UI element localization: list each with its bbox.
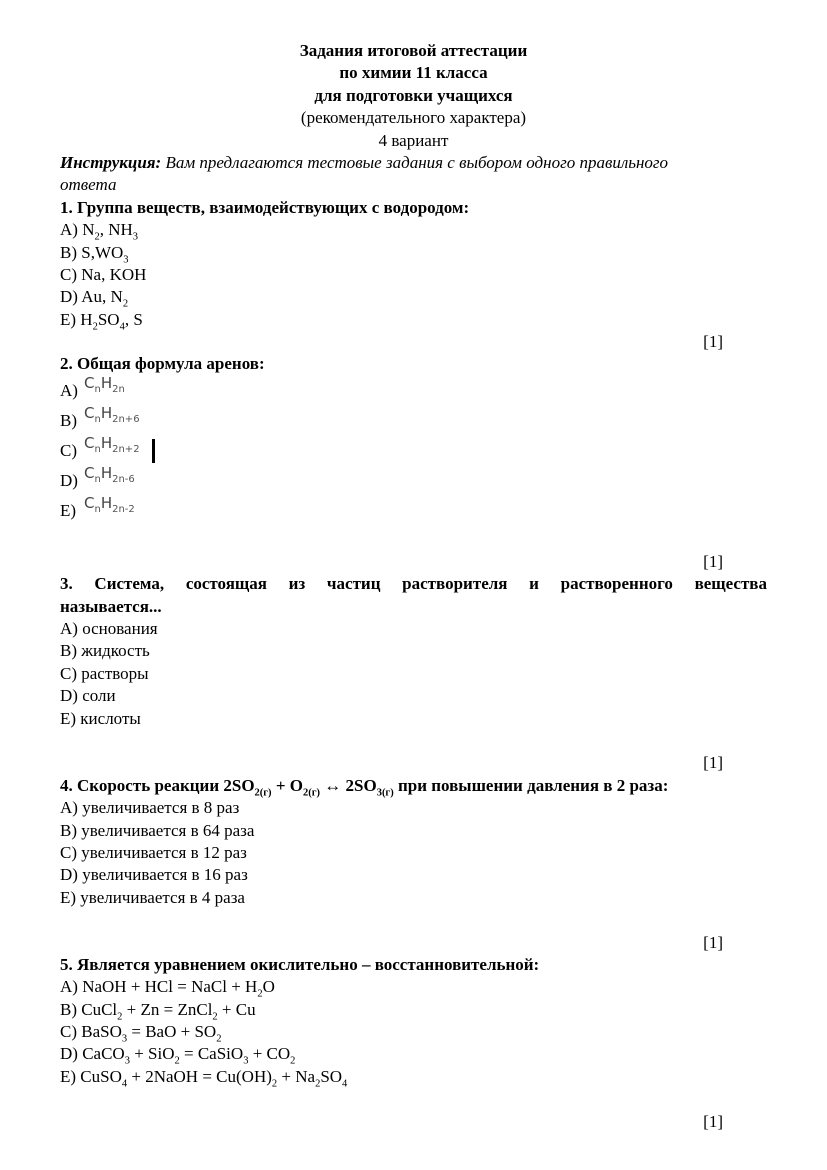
header-title-3: для подготовки учащихся	[314, 85, 513, 105]
instruction-label: Инструкция:	[60, 152, 162, 172]
question-5-title: 5. Является уравнением окислительно – восстанновительной:	[60, 954, 540, 974]
q4-option-a: A) увеличивается в 8 раз	[60, 798, 240, 818]
q4-option-d: D) увеличивается в 16 раз	[60, 865, 248, 885]
instruction-text: Вам предлагаются тестовые задания с выбором одного правильного	[161, 152, 669, 172]
instruction-cont: ответа	[60, 175, 117, 195]
q5-option-d: D) CaCO$_3$ + SiO$_2$ = CaSiO$_3$ + $CO_2$	[60, 1044, 296, 1067]
formula-image: $C_nH_{2n-2}$	[84, 494, 135, 516]
header-subtitle: (рекомендательного характера)	[300, 108, 527, 128]
q2-option-e: E) $C_nH_{2n-2}$	[60, 494, 135, 520]
q3-option-b: B) жидкость	[60, 641, 150, 661]
q1-option-d: D) Au, $N_2$	[60, 287, 129, 310]
document-page	[60, 40, 767, 1133]
q2-option-c: C) $C_nH_{2n+2}$	[60, 436, 767, 466]
q4-option-e: E) увеличивается в 4 раза	[60, 887, 245, 907]
q1-score: [1]	[703, 332, 723, 352]
q4-option-b: B) увеличивается в 64 раза	[60, 820, 255, 840]
question-2-title: 2. Общая формула аренов:	[60, 354, 265, 374]
q5-option-b: B) CuCl$_2$ + Zn = ZnCl$_2$ + Cu	[60, 999, 256, 1023]
variant-label: 4 вариант	[378, 130, 449, 150]
question-1-title: 1. Группа веществ, взаимодействующих с водородом:	[60, 197, 470, 217]
q1-option-b: B) $S,WO_3$	[60, 242, 129, 265]
q2-option-a: A) $C_nH_{2n}$	[60, 374, 125, 400]
text-cursor	[152, 439, 155, 463]
header-title-1: Задания итоговой аттестации	[299, 41, 528, 60]
q2-option-b: B) $C_nH_{2n+6}$	[60, 404, 140, 430]
q1-option-c: C) Na, KOH	[60, 264, 147, 284]
formula-image: $C_nH_{2n-6}$	[84, 464, 135, 486]
formula-image: $C_nH_{2n+6}$	[84, 404, 140, 426]
q3-option-e: E) кислоты	[60, 708, 141, 728]
q5-score: [1]	[703, 1111, 723, 1131]
q3-option-d: D) соли	[60, 686, 116, 706]
q5-option-e: E) CuSO$_4$ + 2NaOH = $Cu(OH)_2 + Na_2SO_4$	[60, 1066, 348, 1090]
formula-image: $C_nH_{2n}$	[84, 374, 125, 396]
question-3-title: 3. Система, состоящая из частиц растворителя и растворенного вещества	[60, 574, 767, 594]
q2-option-d: D) $C_nH_{2n-6}$	[60, 464, 135, 490]
q3-option-a: A) основания	[60, 619, 158, 639]
q1-option-a: A) $N_2$, $NH_3$	[60, 220, 139, 243]
q3-option-c: C) растворы	[60, 663, 149, 683]
q2-score: [1]	[703, 551, 723, 571]
q4-option-c: C) увеличивается в 12 раз	[60, 842, 247, 862]
q5-option-c: C) BaSO$_3$ = BaO + $SO_2$	[60, 1022, 222, 1045]
q1-option-e: E) $H_2SO_4$, S	[60, 309, 143, 333]
q3-score: [1]	[703, 753, 723, 773]
header-title-2: по химии 11 класса	[339, 63, 488, 83]
q4-score: [1]	[703, 932, 723, 952]
question-4-title: 4. Скорость реакции $2SO_{2(г)} + O_{2(г)}$ ↔ $2SO_{3(г)}$ при повышении давления в 2 раза:	[60, 775, 669, 799]
formula-image: $C_nH_{2n+2}$	[84, 434, 140, 456]
question-3-title-cont: называется...	[60, 596, 162, 616]
instruction	[60, 152, 767, 174]
q5-option-a: A) NaOH + HCl = NaCl + $H_2O$	[60, 977, 275, 1000]
